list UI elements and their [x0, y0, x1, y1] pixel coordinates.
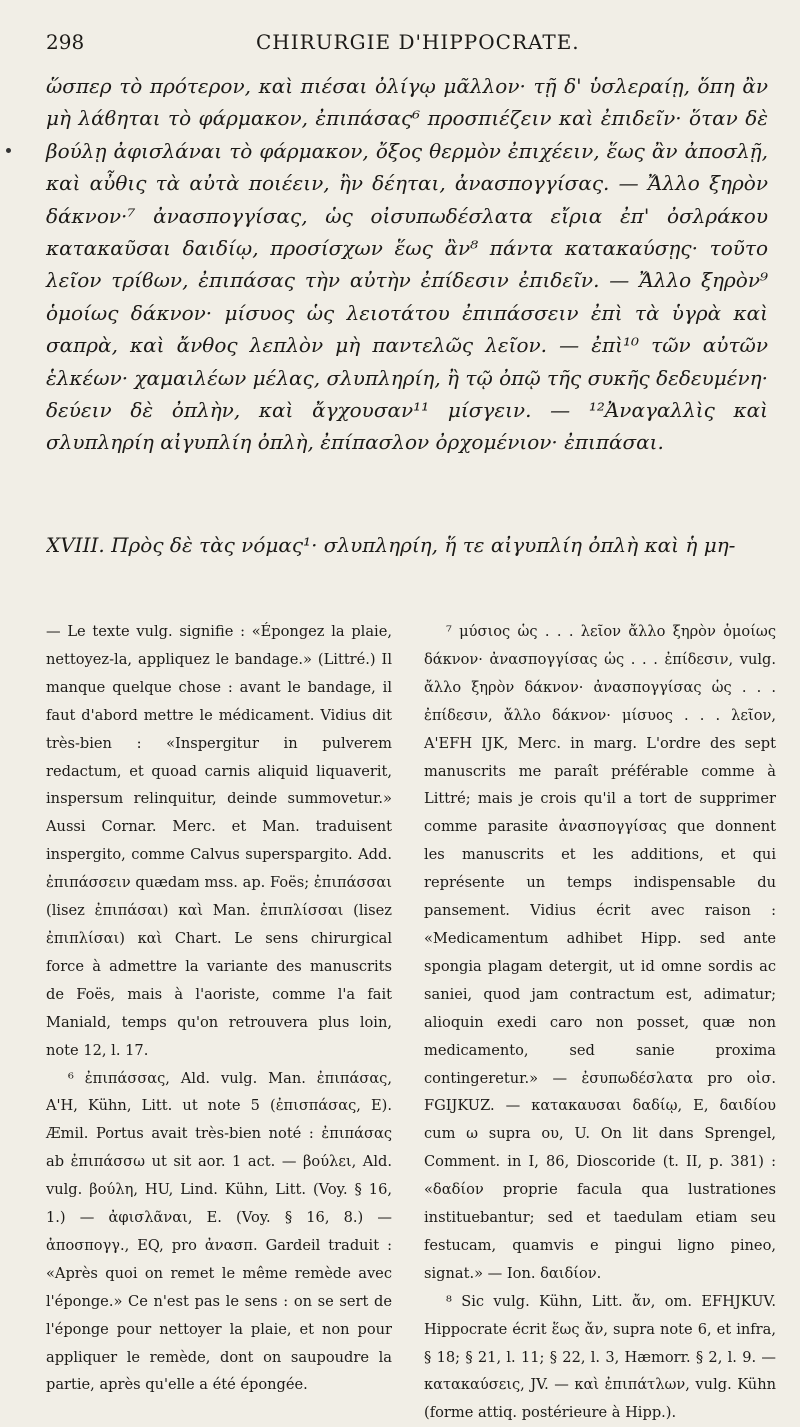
- note-paragraph: ⁶ ἐπιπάσσας, Ald. vulg. Man. ἐπιπάσας, A'H, Kühn, Litt. ut note 5 (ἐπισπάσας, E). Æmil. Portus avait très-bien noté : ἐπιπάσας ab ἐπιπάσσω ut sit aor. 1 act. — βούλει, Ald. vulg. βούλη, HU, Lind. Kühn, Litt. (Voy. § 16, 1.) — ἀφισλᾶναι, E. (Voy. § 16, 8.) — ἀποσπογγ., EQ, pro ἀνασπ. Gardeil traduit : «Après quoi on remet le même remède avec l'éponge.» Ce n'est pas le sens : on se sert de l'éponge pour nettoyer la plaie, et non pour appliquer le remède, dont on saupoudre la partie, après qu'elle a été épongée.: [46, 1069, 392, 1394]
- greek-paragraph: ὥσπερ τὸ πρότερον, καὶ πιέσαι ὀλίγῳ μᾶλλον· τῇ δ' ὑσλεραίῃ, ὅπη ἂν μὴ λάϐηται τὸ φάρμακον, ἐπιπάσας⁶ προσπιέζειν καὶ ἐπιδεῖν· ὅταν δὲ βούλῃ ἀφισλάναι τὸ φάρμακον, ὄξος θερμὸν ἐπιχέειν, ἕως ἂν ἀποσλῇ, καὶ αὖθις τὰ αὐτὰ ποιέειν, ἢν δέηται, ἀνασπογγίσας. — Ἄλλο ξηρὸν δάκνον·⁷ ἀνασπογγίσας, ὡς οἰσυπωδέσλατα εἴρια ἐπ' ὀσλράκου κατακαῦσαι δαιδίῳ, προσίσχων ἕως ἂν⁸ πάντα κατακαύσῃς· τοῦτο λεῖον τρίϐων, ἐπιπάσας τὴν αὐτὴν ἐπίδεσιν ἐπιδεῖν. — Ἄλλο ξηρὸν⁹ ὁμοίως δάκνον· μίσυος ὡς λειοτάτου ἐπιπάσσειν ἐπὶ τὰ ὑγρὰ καὶ σαπρὰ, καὶ ἄνθος λεπλὸν μὴ παντελῶς λεῖον. — ἐπὶ¹⁰ τῶν αὐτῶν ἑλκέων· χαμαιλέων μέλας, σλυπληρίη, ἢ τῷ ὀπῷ τῆς συκῆς δεδευμένη· δεύειν δὲ ὀπλὴν, καὶ ἄγχουσαν¹¹ μίσγειν. — ¹²Ἀναγαλλὶς καὶ σλυπληρίη αἰγυπλίη ὀπλὴ, ἐπίπασλον ὀρχομένιον· ἐπιπάσαι.: [46, 74, 768, 455]
- running-title: CHIRURGIE D'HIPPOCRATE.: [256, 30, 580, 54]
- margin-dot-icon: [6, 148, 11, 153]
- note-paragraph: — Le texte vulg. signifie : «Épongez la plaie, nettoyez-la, appliquez le bandage.» (Littré.) Il manque quelque chose : avant le bandage, il faut d'abord mettre le médicament. Vidius dit très-bien : «Inspergitur in pulverem redactum, et quoad carnis aliquid liquaverit, inspersum relinquitur, deinde summovetur.» Aussi Cornar. Merc. et Man. traduisent inspergito, comme Calvus superspargito. Add. ἐπιπάσσειν quædam mss. ap. Foës; ἐπιπάσσαι (lisez ἐπιπάσαι) καὶ Man. ἐπιπλίσσαι (lisez ἐπιπλίσαι) καὶ Chart. Le sens chirurgical force à admettre la variante des manuscrits de Foës, mais à l'aoriste, comme l'a fait Maniald, temps qu'on retrouvera plus loin, note 12, l. 17.: [46, 623, 392, 1059]
- note-paragraph: ⁷ μύσιος ὡς . . . λεῖον ἄλλο ξηρὸν ὁμοίως δάκνον· ἀνασπογγίσας ὡς . . . ἐπίδεσιν, vulg. ἄλλο ξηρὸν δάκνον· ἀνασπογγίσας ὡς . . . ἐπίδεσιν, ἄλλο δάκνον· μίσυος . . . λεῖον, A'EFH IJK, Merc. in marg. L'ordre des sept manuscrits me paraît préférable comme à Littré; mais je crois qu'il a tort de supprimer comme parasite ἀνασπογγίσας que donnent les manuscrits et les additions, et qui représente un temps indispensable du pansement. Vidius écrit avec raison : «Medicamentum adhibet Hipp. sed ante spongia plagam detergit, ut id omne sordis ac saniei, quod jam contractum est, adimatur; alioquin exedi caro non posset, quæ non medicamento, sed sanie proxima contingeretur.» — ἐσυπωδέσλατα pro οἰσ. FGIJKUZ. — κατακαυσαι δαδίῳ, E, δαιδίου cum ω supra ου, U. On lit dans Sprengel, Comment. in I, 86, Dioscoride (t. II, p. 381) : «δαδίον proprie facula qua lustrationes instituebantur; sed et taedulam etiam seu festucam, quamvis e pingui ligno pineo, signat.» — Ion. δαιδίον.: [424, 623, 776, 1282]
- page-header: [46, 30, 770, 60]
- note-paragraph: ⁸ Sic vulg. Kühn, Litt. ἄν, om. EFHJKUV. Hippocrate écrit ἕως ἄν, supra note 6, et infra, § 18; § 21, l. 11; § 22, l. 3, Hæmorr. § 2, l. 9. — κατακαύσεις, JV. — καὶ ἐπιπάτλων, vulg. Kühn (forme attiq. postérieure à Hipp.).: [424, 1292, 776, 1422]
- greek-main-text: [46, 70, 768, 459]
- page-number: 298: [46, 30, 85, 54]
- notes-left-column: [46, 618, 392, 1399]
- notes-right-column: [424, 618, 776, 1427]
- section-xviii-heading: XVIII. Πρὸς δὲ τὰς νόμας¹· σλυπληρίη, ἥ τε αἰγυπλίη ὀπλὴ καὶ ἡ μη-: [46, 533, 736, 557]
